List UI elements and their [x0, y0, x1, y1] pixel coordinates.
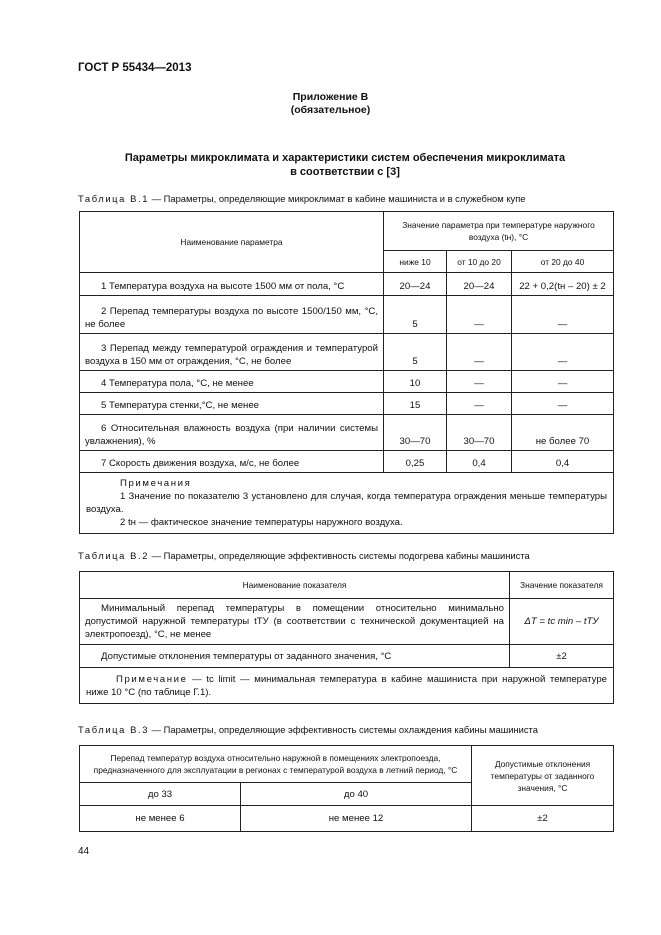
param-name: 4 Температура пола, °С, не менее	[80, 371, 384, 393]
table3-col-group: Перепад температур воздуха относительно наружной в помещениях электропоезда, предназначенного для эксплуатации в регионах с температурой воздуха в летний период, °С	[80, 746, 472, 783]
table1-col-name: Наименование параметра	[80, 212, 384, 273]
table-row	[80, 296, 614, 334]
table3-col-tolerance: Допустимые отклонения температуры от заданного значения, °С	[472, 746, 614, 806]
table-row	[80, 371, 614, 393]
table1-caption-label: Таблица В.1	[78, 193, 150, 204]
param-name: 3 Перепад между температурой ограждения и температурой воздуха в 150 мм от ограждения, °С, не более	[80, 334, 384, 371]
table1-caption	[78, 193, 526, 204]
param-name: 2 Перепад температуры воздуха по высоте 1500/150 мм, °С, не более	[80, 296, 384, 334]
table-row	[80, 334, 614, 371]
param-value: —	[447, 334, 512, 371]
table1-subcol-3: от 20 до 40	[512, 251, 614, 273]
section-heading	[80, 152, 610, 179]
param-value: не менее 12	[241, 806, 472, 832]
param-value: ΔT = tc min – tТУ	[510, 599, 614, 645]
param-value: 30—70	[447, 415, 512, 451]
table3-caption-text: — Параметры, определяющие эффективность системы охлаждения кабины машиниста	[149, 724, 538, 735]
table-row	[80, 273, 614, 296]
table2-caption-text: — Параметры, определяющие эффективность системы подогрева кабины машиниста	[149, 550, 530, 561]
table2-col-name: Наименование показателя	[80, 572, 510, 599]
table-b3	[79, 745, 614, 832]
appendix-title: Приложение В	[292, 91, 369, 103]
table3-subcol-2: до 40	[241, 783, 472, 806]
param-value: 0,25	[384, 451, 447, 473]
table3-caption-label: Таблица В.3	[78, 724, 150, 735]
table-row	[80, 393, 614, 415]
param-value: не более 70	[512, 415, 614, 451]
param-value: 15	[384, 393, 447, 415]
param-value: 5	[384, 334, 447, 371]
param-value: ±2	[472, 806, 614, 832]
table-row	[80, 415, 614, 451]
param-value: 0,4	[447, 451, 512, 473]
param-value: 0,4	[512, 451, 614, 473]
notes-title: Примечания	[120, 478, 192, 489]
table-b1	[79, 211, 614, 534]
param-value: не менее 6	[80, 806, 241, 832]
param-name: 5 Температура стенки,°С, не менее	[80, 393, 384, 415]
param-value: 20—24	[447, 273, 512, 296]
appendix-status: (обязательное)	[290, 104, 371, 116]
table-row	[80, 599, 614, 645]
param-value: —	[447, 296, 512, 334]
table1-notes	[80, 473, 614, 534]
param-value: —	[447, 393, 512, 415]
table2-caption	[78, 550, 530, 561]
table-row	[80, 451, 614, 473]
table-row	[80, 645, 614, 668]
param-value: 30—70	[384, 415, 447, 451]
document-id: ГОСТ Р 55434—2013	[78, 62, 192, 74]
param-value: 20—24	[384, 273, 447, 296]
page-number: 44	[78, 846, 90, 857]
table1-col-value-group: Значение параметра при температуре наружного воздуха (tн), °С	[384, 212, 614, 251]
param-value: 22 + 0,2(tн – 20) ± 2	[512, 273, 614, 296]
note-1: 1 Значение по показателю 3 установлено для случая, когда температура ограждения меньше температуры воздуха.	[86, 491, 607, 515]
param-name: 1 Температура воздуха на высоте 1500 мм от пола, °С	[80, 273, 384, 296]
param-name: Минимальный перепад температуры в помещении относительно минимально допустимой наружной температуры tТУ (в соответствии с технической документацией на электропоезд), °С, не менее	[80, 599, 510, 645]
param-value: 10	[384, 371, 447, 393]
table3-subcol-1: до 33	[80, 783, 241, 806]
param-value: ±2	[510, 645, 614, 668]
table2-note	[80, 668, 614, 704]
table2-col-value: Значение показателя	[510, 572, 614, 599]
param-value: —	[512, 296, 614, 334]
appendix-header	[0, 91, 661, 117]
table3-caption	[78, 724, 538, 735]
heading-line-1: Параметры микроклимата и характеристики систем обеспечения микроклимата	[124, 152, 566, 164]
table1-subcol-2: от 10 до 20	[447, 251, 512, 273]
table2-note-label: Примечание	[116, 673, 188, 685]
param-name: 7 Скорость движения воздуха, м/с, не более	[80, 451, 384, 473]
table2-caption-label: Таблица В.2	[78, 550, 150, 561]
param-value: —	[512, 334, 614, 371]
param-name: Допустимые отклонения температуры от заданного значения, °С	[80, 645, 510, 668]
table-b2	[79, 571, 614, 704]
table1-subcol-1: ниже 10	[384, 251, 447, 273]
param-value: —	[512, 371, 614, 393]
note-2: 2 tн — фактическое значение температуры наружного воздуха.	[120, 517, 403, 528]
table1-caption-text: — Параметры, определяющие микроклимат в кабине машиниста и в служебном купе	[149, 193, 526, 204]
heading-line-2: в соответствии с [3]	[290, 165, 400, 178]
param-value: 5	[384, 296, 447, 334]
param-value: —	[447, 371, 512, 393]
param-name: 6 Относительная влажность воздуха (при наличии системы увлажнения), %	[80, 415, 384, 451]
table-row	[80, 806, 614, 832]
table2-note-text: — tc limit — минимальная температура в кабине машиниста при наружной температуре ниже 10 °С (по таблице Г.1).	[86, 673, 607, 698]
param-value: —	[512, 393, 614, 415]
